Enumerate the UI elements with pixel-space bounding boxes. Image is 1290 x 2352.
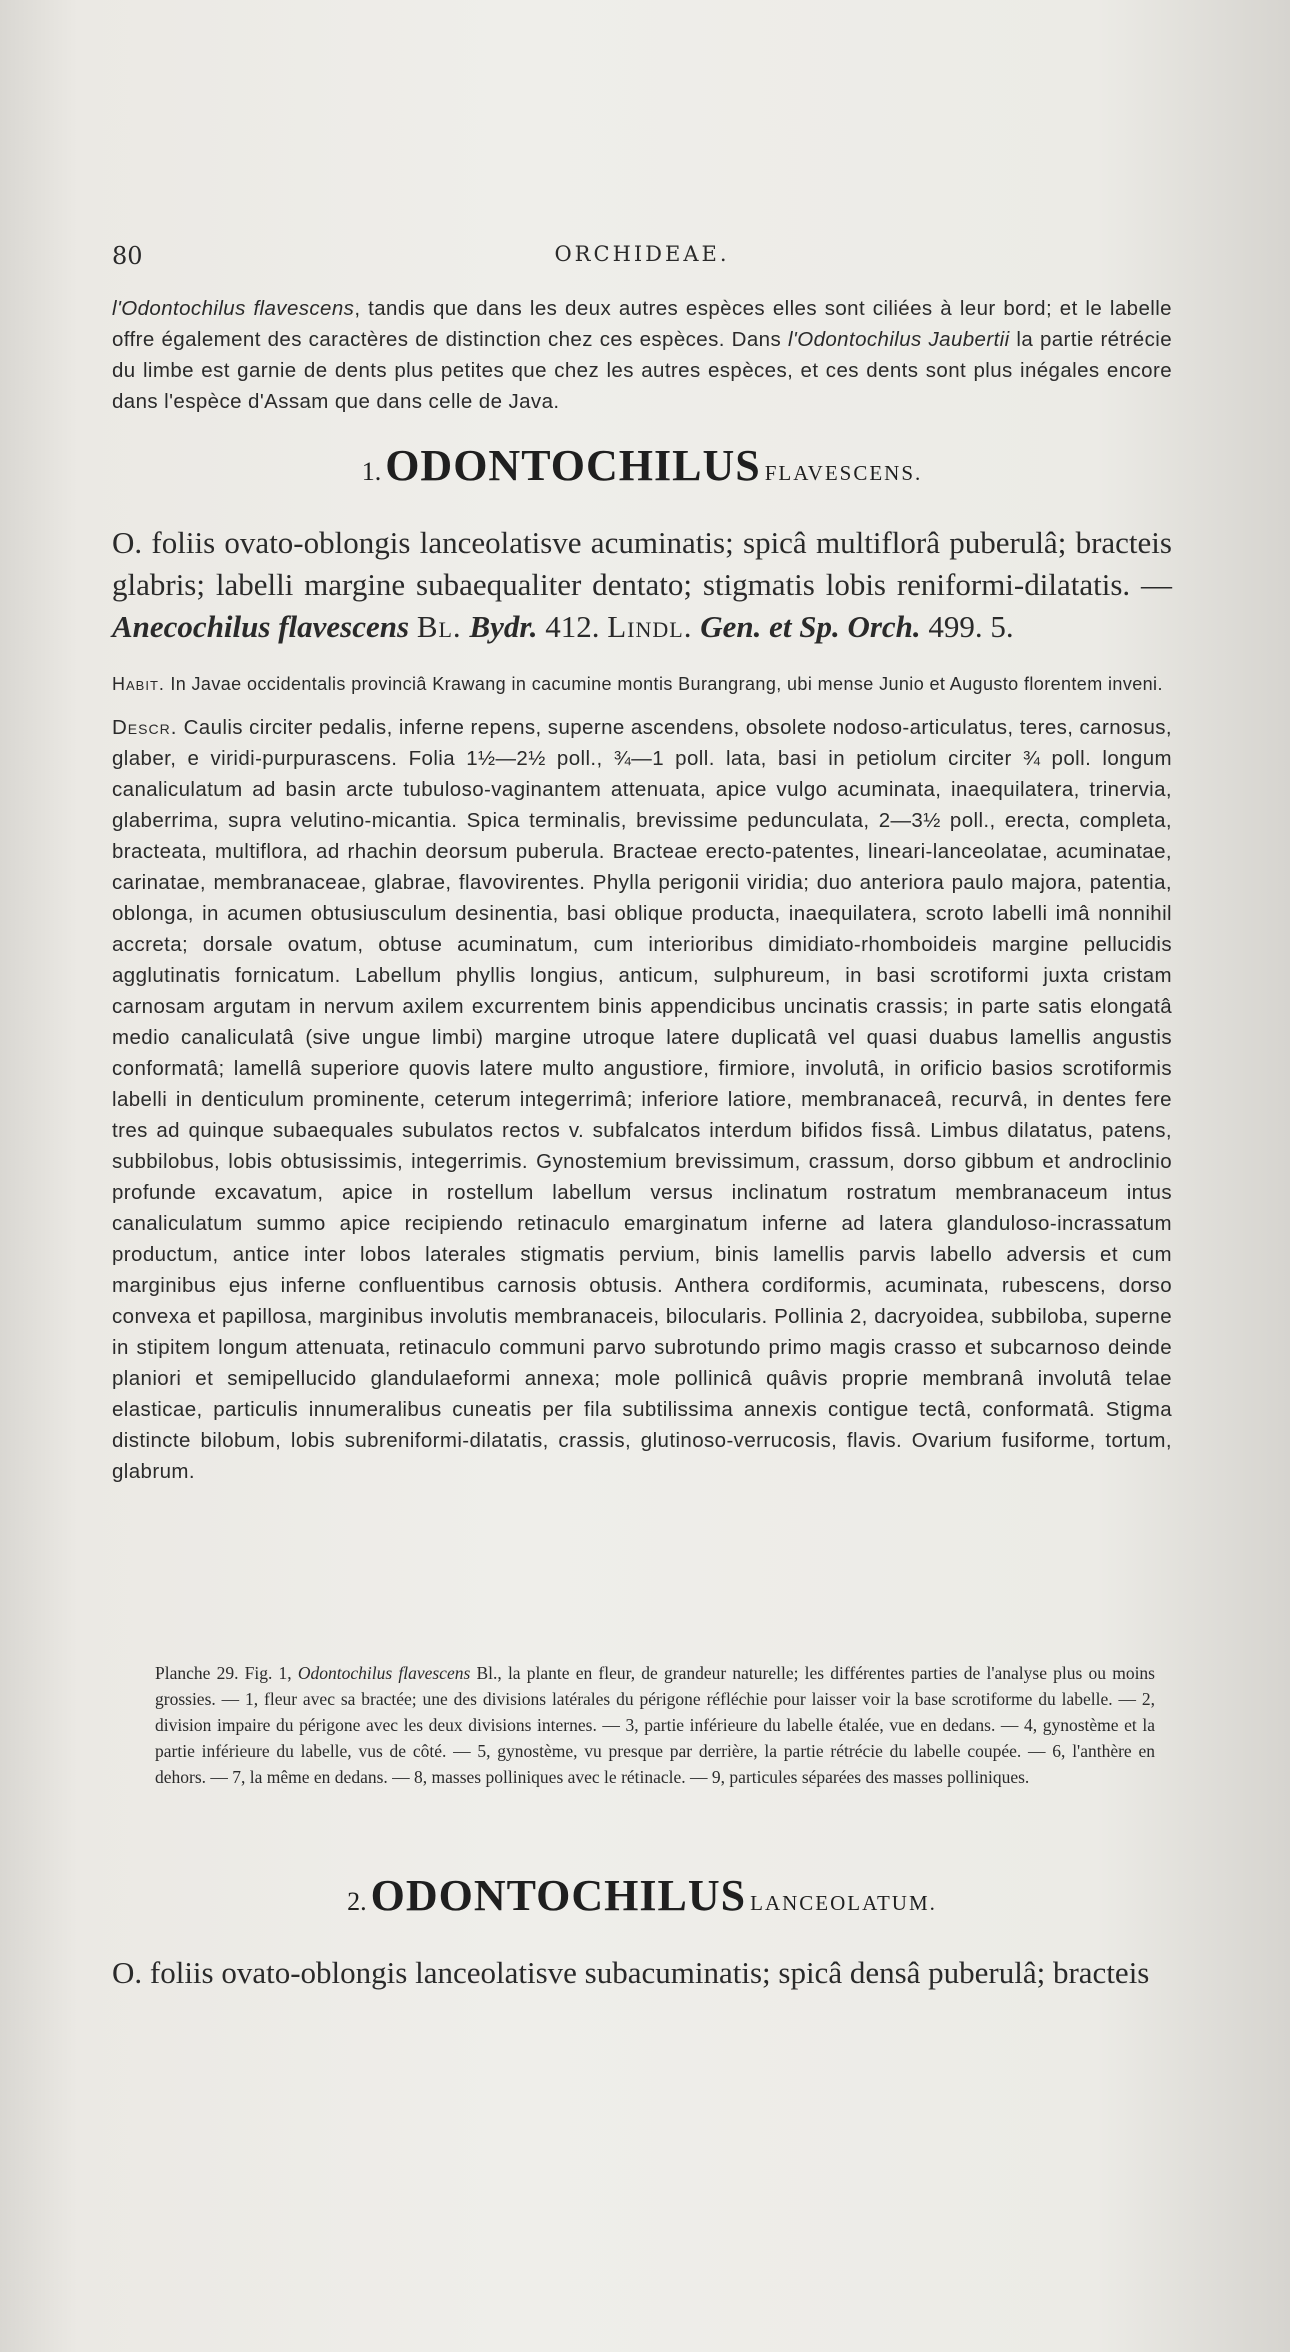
- plate-caption: [155, 1660, 1155, 1790]
- description-label: Descr.: [112, 716, 178, 739]
- page-header: [112, 242, 1172, 272]
- intro-paragraph: [112, 293, 1172, 417]
- species-2-diagnosis: O. foliis ovato-oblongis lanceolatisve subacuminatis; spicâ densâ puberulâ; bracteis: [112, 1955, 1150, 1990]
- intro-italic-1: l'Odontochilus flavescens: [112, 297, 355, 320]
- species-1-epithet: FLAVESCENS.: [764, 461, 923, 485]
- plate-species-name: Odontochilus flavescens: [297, 1663, 471, 1683]
- synonym-author-2: Lindl.: [607, 609, 693, 644]
- synonym-author: Bl.: [416, 609, 462, 644]
- species-1-diagnosis: [112, 522, 1172, 648]
- page-number: 80: [112, 242, 143, 270]
- species-1-genus: ODONTOCHILUS: [385, 441, 761, 490]
- species-2-title: [112, 1870, 1172, 1921]
- species-1-title: [112, 440, 1172, 491]
- description-text: Caulis circiter pedalis, inferne repens, superne ascendens, obsolete nodoso-articulatus, teres, carnosus, glaber, e viridi-purpurascens. Folia 1½—2½ poll., ¾—1 poll. lata, basi in petiolum circiter ¾ poll. longum canaliculatum ad basin arcte tubuloso-vaginantem attenuata, apice vulgo acuminata, inaequilatera, trinervia, glaberrima, supra velutino-micantia. Spica terminalis, brevissime pedunculata, 2—3½ poll., erecta, completa, bracteata, multiflora, ad rhachin deorsum puberula. Bracteae erecto-patentes, lineari-lanceolatae, acuminatae, carinatae, membranaceae, glabrae, flavovirentes. Phylla perigonii viridia; duo anteriora paulo majora, patentia, oblonga, in acumen obtusiusculum desinentia, basi oblique producta, inaequilatera, scroto labelli imâ nonnihil accreta; dorsale ovatum, obtuse acuminatum, cum interioribus dimidiato-rhomboideis margine pellucidis agglutinatis fornicatum. Labellum phyllis longius, anticum, sulphureum, in basi scrotiformi juxta cristam carnosam argutam in nervum axilem excurrentem binis appendicibus uncinatis crassis; in parte satis elongatâ medio canaliculatâ (sive ungue limbi) margine utroque latere duplicatâ vel quasi duabus lamellis angustis conformatâ; lamellâ superiore quovis latere multo angustiore, firmiore, involutâ, in orificio basios scrotiformis labelli in denticulum prominente, ceterum integerrimâ; inferiore latiore, membranaceâ, recurvâ, in dentes fere tres ad quinque subaequales subulatos rectos v. subfalcatos interdum bifidos fissâ. Limbus dilatatus, patens, subbilobus, lobis obtusissimis, integerrimis. Gynostemium brevissimum, crassum, dorso gibbum et androclinio profunde excavatum, apice in rostellum labellum versus inclinatum rostratum membranaceum intus canaliculatum summo apice recipiendo retinaculo emarginatum inferne ad latera glanduloso-incrassatum productum, antice inter lobos laterales stigmatis pervium, binis lamellis parvis labello adversis et cum marginibus ejus inferne confluentibus carnosis obtusis. Anthera cordiformis, acuminata, rubescens, dorso convexa et papillosa, marginibus involutis membranaceis, bilocularis. Pollinia 2, dacryoidea, subbiloba, superne in stipitem longum attenuata, retinaculo communi parvo subrotundo primo magis crasso et subcarnoso deinde planiori et semipellucido glandulaeformi annexa; mole pollinicâ quâvis proprie membranâ involutâ telae elasticae, particulis innumeralibus cuneatis per fila subtilissima annexis contigue tectâ, conformatâ. Stigma distincte bilobum, lobis subreniformi-dilatatis, crassis, glutinoso-verrucosis, flavis. Ovarium fusiforme, tortum, glabrum.: [112, 716, 1172, 1483]
- habitat-text: In Javae occidentalis provinciâ Krawang in cacumine montis Burangrang, ubi mense Junio et Augusto florentem inveni.: [170, 674, 1163, 694]
- species-2-genus: ODONTOCHILUS: [370, 1871, 747, 1920]
- synonym-work-2: Gen. et Sp. Orch.: [700, 609, 921, 644]
- habitat-label: Habit.: [112, 674, 165, 694]
- synonym-name: Anecochilus flavescens: [112, 609, 410, 644]
- running-head: ORCHIDEAE.: [554, 242, 730, 266]
- species-1-number: 1.: [361, 457, 382, 486]
- species-2-epithet: LANCEOLATUM.: [750, 1891, 937, 1915]
- synonym-page-2: 499. 5.: [928, 609, 1014, 644]
- habitat-paragraph: [112, 670, 1172, 698]
- intro-text-2: la partie rétrécie du limbe est garnie de dents plus petites que chez les autres espèces, et ces dents sont plus inégales encore dans l'espèce d'Assam que dans celle de Java.: [112, 328, 1173, 413]
- description-paragraph: [112, 712, 1172, 1487]
- intro-italic-2: l'Odontochilus Jaubertii: [787, 328, 1010, 351]
- species-2-number: 2.: [347, 1887, 367, 1916]
- synonym-work: Bydr.: [469, 609, 538, 644]
- intro-text-1: , tandis que dans les deux autres espèces elles sont ciliées à leur bord; et le labelle offre également des caractères de distinction chez ces espèces. Dans: [112, 297, 1172, 351]
- plate-text: Bl., la plante en fleur, de grandeur naturelle; les différentes parties de l'analyse plus ou moins grossies. — 1, fleur avec sa bractée; une des divisions latérales du périgone réfléchie pour laisser voir la base scrotiforme du labelle. — 2, division impaire du périgone avec les deux divisions internes. — 3, partie inférieure du labelle étalée, vue en dedans. — 4, gynostème et la partie inférieure du labelle, vus de côté. — 5, gynostème, vu presque par derrière, la partie rétrécie du labelle coupée. — 6, l'anthère en dehors. — 7, la même en dedans. — 8, masses polliniques avec le rétinacle. — 9, particules séparées des masses polliniques.: [155, 1663, 1155, 1787]
- diagnosis-text: O. foliis ovato-oblongis lanceolatisve acuminatis; spicâ multiflorâ puberulâ; bracteis glabris; labelli margine subaequaliter dentato; stigmatis lobis reniformi-dilatatis. —: [112, 525, 1172, 602]
- synonym-page: 412.: [545, 609, 600, 644]
- plate-lead: Planche 29. Fig. 1,: [155, 1663, 292, 1683]
